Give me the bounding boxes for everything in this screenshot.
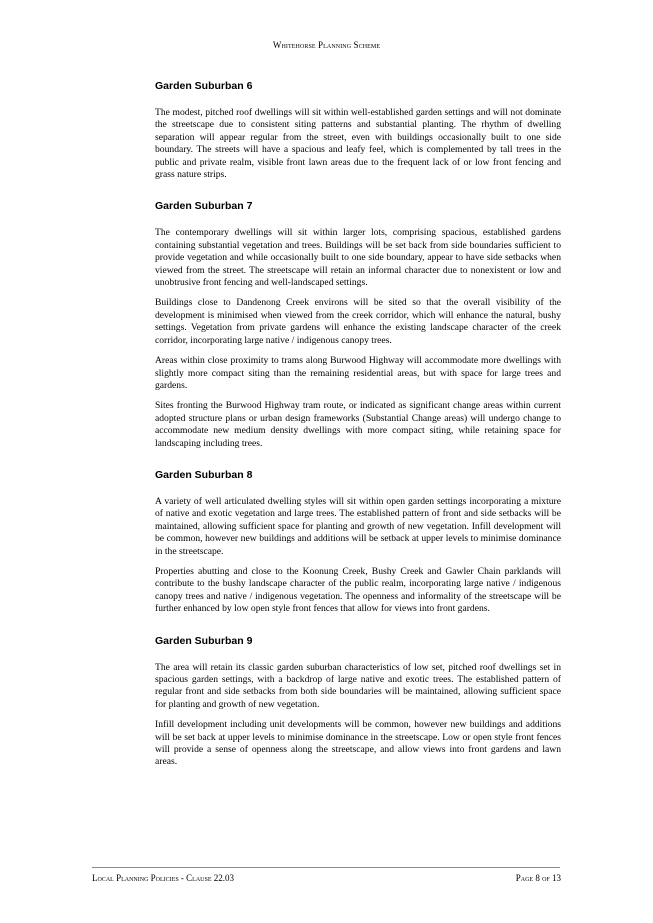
section-garden-suburban-9 [155,635,561,769]
paragraph: Buildings close to Dandenong Creek environs will be sited so that the overall visibility of the development is minimised when viewed from the creek corridor, which will enhance the natural, bushy settings. Vegetation from private gardens will enhance the existing landscape character of the creek corridor, incorporating large native / indigenous canopy trees. [155,297,561,346]
footer-clause-label: Local Planning Policies - Clause 22.03 [92,873,235,883]
section-garden-suburban-8 [155,469,561,616]
section-heading: Garden Suburban 9 [155,634,253,647]
paragraph: A variety of well articulated dwelling styles will sit within open garden settings incorporating a mixture of native and exotic vegetation and large trees. The established pattern of front and side setbacks will be maintained, allowing sufficient space for planting and growth of new vegetation. Infill development will be common, however new buildings and additions will be setback at upper levels to minimise dominance in the streetscape. [155,495,561,557]
section-heading: Garden Suburban 6 [155,80,253,92]
paragraph: Sites fronting the Burwood Highway tram route, or indicated as significant change areas within current adopted structure plans or urban design frameworks (Substantial Change areas) will undergo change to accommodate new medium density dwellings with more compact siting, while retaining space for landscaping including trees. [155,400,561,449]
paragraph: The area will retain its classic garden suburban characteristics of low set, pitched roof dwellings set in spacious garden settings, with a backdrop of large native and exotic trees. The established pattern of regular front and side setbacks from both side boundaries will be maintained, allowing sufficient space for planting and growth of new vegetation. [155,661,561,710]
paragraph: The contemporary dwellings will sit within larger lots, comprising spacious, established gardens containing substantial vegetation and trees. Buildings will be set back from side boundaries sufficient to provide vegetation and while occasionally built to one side boundary, appear to have side setbacks when viewed from the street. The streetscape will retain an informal character due to nonexistent or low and unobtrusive front fencing and well-landscaped settings. [155,227,561,289]
paragraph: The modest, pitched roof dwellings will sit within well-established garden settings and will not dominate the streetscape due to consistent siting patterns and substantial planting. The rhythm of dwelling separation will appear regular from the street, even with buildings occasionally built to one side boundary. The streets will have a spacious and leafy feel, which is complemented by tall trees in the public and private realm, visible front lawn areas due to the frequent lack of or low front fencing and grass nature strips. [155,107,561,181]
paragraph: Properties abutting and close to the Koonung Creek, Bushy Creek and Gawler Chain parklands will contribute to the bushy landscape character of the public realm, incorporating large native / indigenous canopy trees and native / indigenous vegetation. The openness and informality of the streetscape will be further enhanced by low open style front fences that allow for views into front gardens. [155,565,561,615]
footer-divider [92,867,560,868]
section-garden-suburban-7 [155,200,561,450]
footer-page-number: Page 8 of 13 [515,873,561,883]
section-garden-suburban-6 [155,80,561,181]
page-content [155,80,561,788]
paragraph: Infill development including unit developments will be common, however new buildings and additions will be set back at upper levels to minimise dominance in the streetscape. Low or open style front fences will provide a sense of openness along the streetscape, and allow views into front gardens and lawn areas. [155,719,561,768]
section-heading: Garden Suburban 7 [155,200,253,213]
paragraph: Areas within close proximity to trams along Burwood Highway will accommodate more dwellings with slightly more compact siting than the remaining residential areas, but with space for large trees and gardens. [155,355,561,391]
page-header: Whitehorse Planning Scheme [272,40,381,50]
section-heading: Garden Suburban 8 [155,468,253,481]
